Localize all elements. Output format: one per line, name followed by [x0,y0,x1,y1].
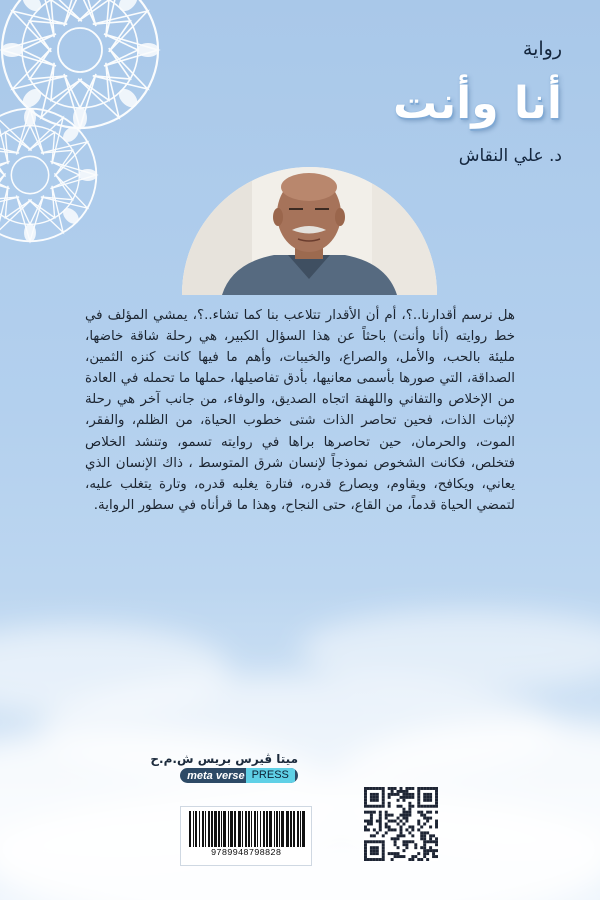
isbn-number: 9789948798828 [210,848,282,858]
qr-code [364,787,438,861]
qr-code-icon [364,787,438,861]
publisher-logo-press: PRESS [246,768,295,783]
book-title: أنا وأنت [393,78,562,129]
barcode-icon [187,811,305,847]
publisher-logo [180,768,298,783]
publisher-logo-main: meta verse [187,769,245,782]
author-name: د. علي النقاش [458,146,562,166]
publisher-name: ميتا ڤيرس بريس ش.م.ح [150,752,298,766]
genre-label: رواية [522,38,562,60]
author-photo-icon [182,167,437,295]
author-photo [182,167,437,295]
blurb-text: هل نرسم أقدارنا..؟، أم أن الأقدار تتلاعب بنا كما تشاء..؟، يمشي المؤلف في خط روايته (أنا وأنت) باحثاً عن هذا السؤال الكبير، هي رحلة شاقة خاضها، مليئة بالحب، والأمل، والصراع، والخيبات، وأهم ما فيها كانت كنزه الثمين، الصداقة، التي صورها بأسمى معانيها، بأدق تفاصيلها، حملها ما تحمله في العادة من الإخلاص والتفاني واللهفة اتجاه الصديق، والوفاء، من جانب آخر هي رحلة لإثبات الذات، فحين تحاصر الذات شتى خطوب الحياة، من الظلم، والفقر، الموت، والحرمان، حين تحاصرها براها في روايته تسمو، وتنشد الخلاص فتخلص، فكانت الشخوص نموذجاً لإنسان شرق المتوسط ، ذاك الإنسان الذي يعاني، ويكافح، ويقاوم، ويصارع قدره، فتارة يغلبه قدره، وتارة يتغلب عليه، لتمضي الحياة قدماً، من القاع، حتى النجاح، وهذا ما قرأناه في سطور الرواية. [85,308,515,513]
arabesque-ornament-icon [0,0,190,260]
barcode [180,806,312,866]
publisher-block [150,752,298,783]
